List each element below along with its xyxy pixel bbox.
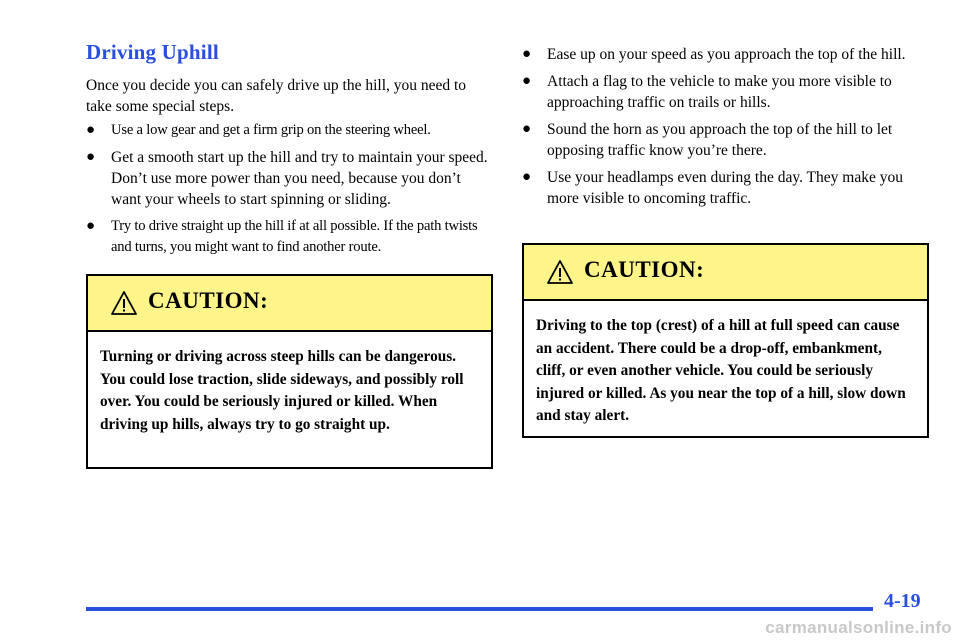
list-item-text: Get a smooth start up the hill and try to maintain your speed. Don’t use more power than you need, because you don’t want your wheels to start spinning or sliding. xyxy=(111,149,488,208)
caution-box xyxy=(86,274,493,469)
list-item xyxy=(522,167,928,209)
list-item xyxy=(86,216,492,258)
right-bullet-list xyxy=(522,44,928,215)
list-item-text: Ease up on your speed as you approach the top of the hill. xyxy=(547,46,906,63)
page-number: 4-19 xyxy=(884,590,921,612)
list-item xyxy=(86,120,492,141)
section-heading: Driving Uphill xyxy=(86,40,219,64)
bullet-icon: ● xyxy=(86,218,95,234)
list-item-text: Try to drive straight up the hill if at all possible. If the path twists and turns, you might want to find another route. xyxy=(111,218,478,255)
caution-box xyxy=(522,243,929,438)
list-item xyxy=(522,119,928,161)
warning-triangle-icon xyxy=(546,259,574,290)
caution-title: CAUTION: xyxy=(584,257,705,282)
list-item-text: Attach a flag to the vehicle to make you more visible to approaching traffic on trails or hills. xyxy=(547,73,892,111)
left-bullet-list xyxy=(86,120,492,264)
bullet-icon: ● xyxy=(522,169,532,185)
list-item xyxy=(522,71,928,113)
bullet-icon: ● xyxy=(522,121,532,137)
caution-header xyxy=(88,276,491,332)
caution-title: CAUTION: xyxy=(148,288,269,313)
caution-text: Turning or driving across steep hills can be dangerous. You could lose traction, slide sideways, and possibly roll over. You could be seriously injured or killed. When driving up hills, always try to go straight up. xyxy=(100,348,464,433)
list-item xyxy=(522,44,928,65)
bullet-icon: ● xyxy=(86,122,95,138)
list-item-text: Sound the horn as you approach the top of the hill to let opposing traffic know you’re there. xyxy=(547,121,893,159)
footer-rule xyxy=(86,607,873,611)
watermark: carmanualsonline.info xyxy=(765,618,952,637)
bullet-icon: ● xyxy=(522,46,532,62)
list-item-text: Use a low gear and get a firm grip on the steering wheel. xyxy=(111,122,431,138)
warning-triangle-icon xyxy=(110,290,138,321)
caution-text: Driving to the top (crest) of a hill at full speed can cause an accident. There could be a drop-off, embankment, cliff, or even another vehicle. You could be seriously injured or killed. As you near the top of a hill, slow down and stay alert. xyxy=(536,317,906,424)
list-item xyxy=(86,147,492,210)
list-item-text: Use your headlamps even during the day. They make you more visible to oncoming traffic. xyxy=(547,169,903,207)
caution-header xyxy=(524,245,927,301)
bullet-icon: ● xyxy=(522,73,532,89)
intro-paragraph: Once you decide you can safely drive up the hill, you need to take some special steps. xyxy=(86,77,467,115)
bullet-icon: ● xyxy=(86,149,96,165)
